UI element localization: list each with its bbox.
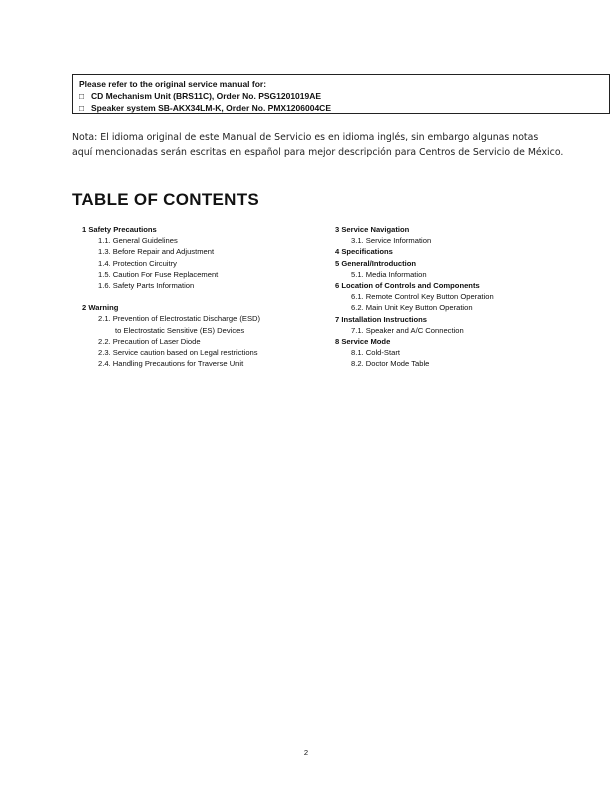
toc-right-column: [335, 224, 575, 370]
toc-item-text: 2.1. Prevention of Electrostatic Discharge (ESD): [98, 314, 261, 324]
toc-item[interactable]: [335, 235, 575, 246]
toc-item[interactable]: [335, 358, 575, 369]
toc-item-text: 2.3. Service caution based on Legal restrictions: [98, 348, 258, 358]
toc-item[interactable]: [82, 358, 322, 369]
toc-item-text: 1.5. Caution For Fuse Replacement: [98, 269, 219, 279]
toc-heading: TABLE OF CONTENTS: [72, 190, 260, 209]
toc-item[interactable]: [82, 347, 322, 358]
toc-item[interactable]: [82, 246, 322, 257]
toc-item-text: 5.1. Media Information: [351, 269, 427, 279]
reference-item-text: CD Mechanism Unit (BRS11C), Order No. PSG1201019AE: [91, 91, 322, 101]
reference-title: Please refer to the original service manual for:: [79, 79, 267, 89]
reference-item: [79, 102, 609, 114]
toc-item[interactable]: [335, 347, 575, 358]
toc-item-text: 2.2. Precaution of Laser Diode: [98, 336, 201, 346]
toc-item[interactable]: [82, 280, 322, 291]
toc-item-text: 6.1. Remote Control Key Button Operation: [351, 292, 494, 302]
toc-section-title[interactable]: 2 Warning: [82, 303, 119, 313]
toc-section-title[interactable]: 7 Installation Instructions: [335, 314, 427, 324]
toc-item-text: 7.1. Speaker and A/C Connection: [351, 325, 464, 335]
toc-item-text: 1.4. Protection Circuitry: [98, 258, 177, 268]
page-number: 2: [303, 748, 309, 757]
toc-item[interactable]: [82, 235, 322, 246]
toc-left-column: [82, 224, 322, 369]
toc-item[interactable]: [82, 269, 322, 280]
reference-item: [79, 90, 609, 102]
reference-box: [72, 74, 610, 114]
toc-section-title[interactable]: 8 Service Mode: [335, 337, 391, 347]
toc-item-continuation: to Electrostatic Sensitive (ES) Devices: [115, 325, 245, 335]
toc-section-title[interactable]: 3 Service Navigation: [335, 225, 410, 234]
toc-section-title[interactable]: 1 Safety Precautions: [82, 225, 157, 234]
toc-item-text: 8.2. Doctor Mode Table: [351, 359, 430, 369]
toc-item-text: 6.2. Main Unit Key Button Operation: [351, 303, 473, 313]
toc-item[interactable]: [335, 302, 575, 313]
toc-item-text: 1.3. Before Repair and Adjustment: [98, 247, 215, 257]
toc-item-text: 1.1. General Guidelines: [98, 236, 178, 246]
toc-item-text: 2.4. Handling Precautions for Traverse Unit: [98, 359, 244, 369]
toc-section-title[interactable]: 6 Location of Controls and Components: [335, 281, 480, 291]
toc-section-title[interactable]: 4 Specifications: [335, 247, 393, 257]
toc-item[interactable]: [335, 325, 575, 336]
toc-item[interactable]: [335, 291, 575, 302]
spanish-note: [72, 130, 572, 160]
toc-item[interactable]: [82, 313, 322, 335]
toc-item[interactable]: [82, 258, 322, 269]
note-line: aquí mencionadas serán escritas en español para mejor descripción para Centros de Servicio de México.: [72, 147, 564, 158]
toc-item[interactable]: [335, 269, 575, 280]
toc-item-text: 3.1. Service Information: [351, 236, 432, 246]
checkbox-icon: □: [79, 91, 85, 101]
note-line: Nota: El idioma original de este Manual de Servicio es en idioma inglés, sin embargo algunas notas: [72, 132, 539, 143]
checkbox-icon: □: [79, 103, 85, 113]
reference-item-text: Speaker system SB-AKX34LM-K, Order No. PMX1206004CE: [91, 103, 331, 113]
toc-item-text: 1.6. Safety Parts Information: [98, 281, 195, 291]
toc-spacer: [82, 291, 322, 302]
toc-item[interactable]: [82, 336, 322, 347]
toc-item-text: 8.1. Cold-Start: [351, 348, 400, 358]
toc-section-title[interactable]: 5 General/Introduction: [335, 258, 417, 268]
